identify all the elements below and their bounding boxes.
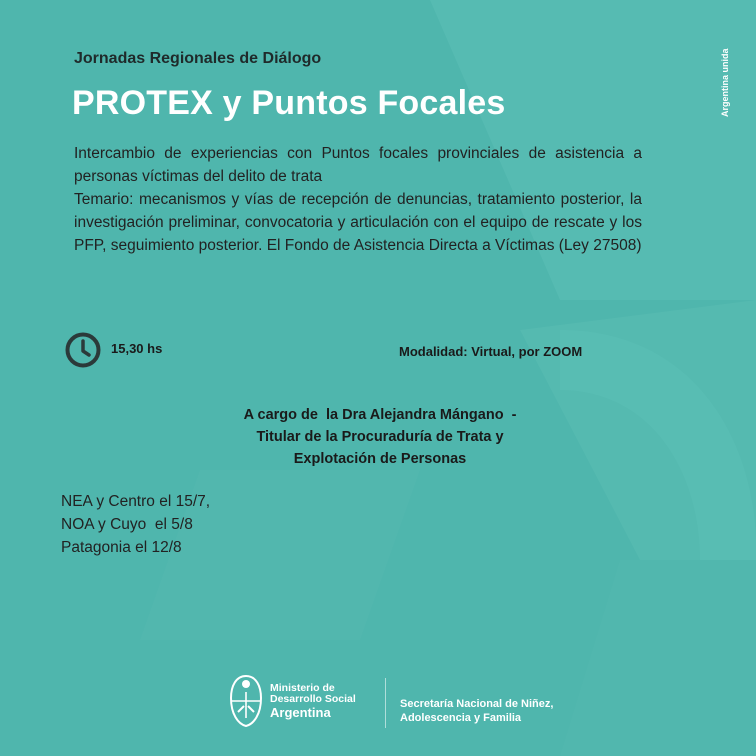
argentina-unida-tag: Argentina unida (720, 48, 730, 117)
clock-icon (64, 331, 102, 369)
presenter-info (180, 404, 580, 470)
presenter-line-2: Titular de la Procuraduría de Trata y (256, 429, 504, 445)
ministry-country: Argentina (270, 705, 331, 720)
coat-of-arms-icon (228, 674, 264, 728)
event-modality: Modalidad: Virtual, por ZOOM (399, 344, 583, 359)
secretariat-name (400, 697, 553, 725)
ministry-line-2: Desarrollo Social (270, 693, 356, 705)
regional-dates (61, 490, 210, 559)
event-description (74, 142, 642, 257)
description-intro: Intercambio de experiencias con Puntos focales provinciales de asistencia a personas víctimas del delito de trata (74, 145, 642, 185)
event-subtitle: Jornadas Regionales de Diálogo (74, 50, 322, 67)
presenter-line-3: Explotación de Personas (293, 451, 467, 467)
logo-divider (385, 678, 386, 728)
date-item: NOA y Cuyo el 5/8 (61, 516, 193, 533)
secretariat-line-1: Secretaría Nacional de Niñez, (400, 698, 554, 710)
presenter-line-1: A cargo de la Dra Alejandra Mángano - (243, 407, 517, 423)
event-time: 15,30 hs (111, 341, 163, 356)
event-title: PROTEX y Puntos Focales (72, 84, 506, 122)
ministry-logo-text (270, 683, 356, 720)
description-agenda: Temario: mecanismos y vías de recepción de denuncias, tratamiento posterior, la investigación preliminar, convocatoria y articulación con el equipo de rescate y los PFP, seguimiento posterior. El Fondo de Asistencia Directa a Víctimas (Ley 27508) (74, 191, 642, 254)
date-item: NEA y Centro el 15/7, (61, 493, 211, 510)
ministry-line-1: Ministerio de (270, 682, 335, 694)
date-item: Patagonia el 12/8 (61, 539, 182, 556)
secretariat-line-2: Adolescencia y Familia (400, 712, 522, 724)
